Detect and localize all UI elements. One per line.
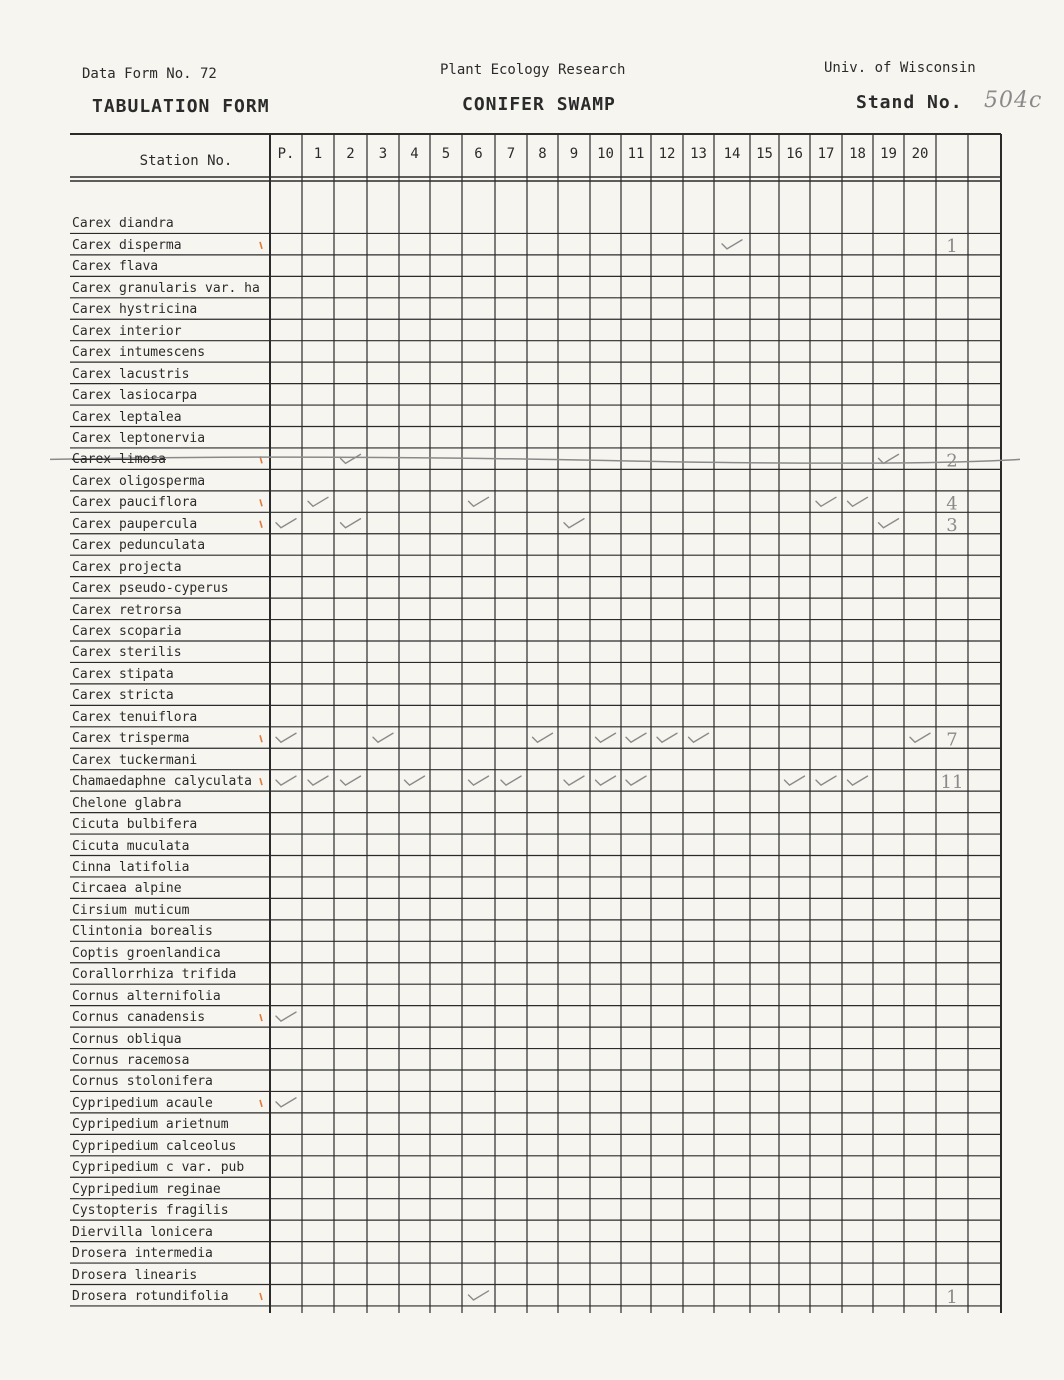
check-mark xyxy=(910,733,930,742)
species-name: Carex paupercula xyxy=(72,516,198,532)
species-name: Carex leptonervia xyxy=(72,430,206,446)
check-mark xyxy=(308,497,328,506)
species-name: Carex scoparia xyxy=(72,624,182,639)
species-name: Cystopteris fragilis xyxy=(72,1203,229,1219)
check-mark xyxy=(596,733,616,742)
species-name: Carex lasiocarpa xyxy=(72,388,198,404)
column-header: 2 xyxy=(346,146,355,162)
orange-tick-mark xyxy=(260,735,262,742)
species-name: Carex pseudo-cyperus xyxy=(72,581,229,597)
column-header: 4 xyxy=(410,146,419,162)
check-mark xyxy=(879,454,899,463)
species-name: Carex hystricina xyxy=(72,302,198,318)
species-name: Carex lacustris xyxy=(72,366,190,382)
species-name: Carex pauciflora xyxy=(72,495,198,511)
row-total: 3 xyxy=(946,514,958,536)
species-name: Cypripedium c var. pub xyxy=(72,1160,245,1176)
orange-tick-mark xyxy=(260,521,262,528)
species-name: Cinna latifolia xyxy=(72,859,190,875)
orange-tick-mark xyxy=(260,1014,262,1021)
column-header: 11 xyxy=(627,146,645,162)
orange-tick-mark xyxy=(260,242,262,249)
species-name: Drosera linearis xyxy=(72,1267,198,1283)
check-mark xyxy=(405,776,425,785)
check-mark xyxy=(689,733,709,742)
research-heading: Plant Ecology Research xyxy=(440,62,626,78)
species-name: Carex projecta xyxy=(72,559,182,575)
check-mark xyxy=(533,733,553,742)
column-header: 20 xyxy=(911,146,929,162)
check-mark xyxy=(816,776,836,785)
check-mark xyxy=(469,497,489,506)
university-heading: Univ. of Wisconsin xyxy=(824,60,976,76)
species-name: Cornus canadensis xyxy=(72,1010,206,1026)
orange-tick-mark xyxy=(260,1293,262,1300)
check-mark xyxy=(722,240,742,249)
column-header: 12 xyxy=(658,146,676,162)
check-mark xyxy=(626,733,646,742)
species-name: Cypripedium reginae xyxy=(72,1181,221,1197)
check-mark xyxy=(657,733,677,742)
species-name: Cypripedium arietnum xyxy=(72,1117,229,1133)
row-total: 11 xyxy=(940,772,964,794)
species-name: Cicuta bulbifera xyxy=(72,817,198,833)
species-name: Carex trisperma xyxy=(72,731,190,747)
column-header: 6 xyxy=(474,146,483,162)
check-mark xyxy=(879,519,899,528)
species-name: Cicuta muculata xyxy=(72,838,190,854)
column-header: 7 xyxy=(506,146,516,162)
species-name: Drosera rotundifolia xyxy=(72,1288,229,1304)
orange-tick-mark xyxy=(260,778,262,785)
species-name: Carex diandra xyxy=(72,216,174,232)
check-mark xyxy=(501,776,521,785)
column-header: 19 xyxy=(880,146,897,162)
check-mark xyxy=(276,776,296,785)
stand-number-value: 504c xyxy=(984,88,1043,113)
check-mark xyxy=(848,497,868,506)
species-name: Cornus alternifolia xyxy=(72,988,221,1004)
species-name: Coptis groenlandica xyxy=(72,945,221,961)
species-name: Circaea alpine xyxy=(72,881,182,897)
species-name: Clintonia borealis xyxy=(72,924,213,940)
check-mark xyxy=(596,776,616,785)
species-name: Carex flava xyxy=(72,259,159,275)
community-title: CONIFER SWAMP xyxy=(462,94,616,115)
check-mark xyxy=(341,454,361,463)
check-mark xyxy=(564,776,584,785)
row-total: 7 xyxy=(946,729,958,751)
column-header: 9 xyxy=(569,146,579,162)
species-name: Chamaedaphne calyculata xyxy=(72,774,253,790)
species-name: Carex granularis var. ha xyxy=(72,280,260,296)
column-header: 13 xyxy=(690,146,707,162)
check-mark xyxy=(469,776,489,785)
species-name: Carex tuckermani xyxy=(72,752,198,768)
orange-tick-mark xyxy=(260,1100,262,1107)
check-mark xyxy=(373,733,393,742)
species-name: Carex leptalea xyxy=(72,409,182,425)
species-name: Chelone glabra xyxy=(72,795,182,811)
species-name: Cornus stolonifera xyxy=(72,1074,213,1090)
species-name: Cornus racemosa xyxy=(72,1053,190,1068)
column-header: 17 xyxy=(817,146,835,162)
column-header: 5 xyxy=(441,146,451,162)
row-total: 1 xyxy=(946,235,958,257)
species-name: Carex stricta xyxy=(72,688,174,704)
species-name: Cypripedium acaule xyxy=(72,1095,213,1111)
row-total: 1 xyxy=(946,1286,958,1308)
species-name: Carex retrorsa xyxy=(72,602,182,618)
column-header: 3 xyxy=(378,146,388,162)
species-name: Corallorrhiza trifida xyxy=(72,967,237,983)
species-name: Carex sterilis xyxy=(72,645,182,661)
species-name: Cypripedium calceolus xyxy=(72,1138,237,1154)
column-header: 1 xyxy=(313,146,323,162)
stand-number-label: Stand No. xyxy=(856,92,963,113)
check-mark xyxy=(848,776,868,785)
check-mark xyxy=(341,776,361,785)
column-header: 10 xyxy=(597,146,614,162)
column-header: 14 xyxy=(723,146,741,162)
species-name: Cirsium muticum xyxy=(72,902,190,918)
row-total: 4 xyxy=(946,493,958,515)
column-header: 15 xyxy=(756,146,773,162)
check-mark xyxy=(785,776,805,785)
check-mark xyxy=(308,776,328,785)
species-name: Diervilla lonicera xyxy=(72,1224,213,1240)
check-mark xyxy=(276,1098,296,1107)
species-name: Carex pedunculata xyxy=(72,538,206,554)
check-mark xyxy=(276,519,296,528)
check-mark xyxy=(276,1012,296,1021)
row-total: 2 xyxy=(946,450,958,472)
strike-line xyxy=(50,457,1020,463)
column-header: 16 xyxy=(786,146,803,162)
check-mark xyxy=(276,733,296,742)
species-name: Carex oligosperma xyxy=(72,473,206,489)
form-title: TABULATION FORM xyxy=(92,96,270,117)
species-name: Cornus obliqua xyxy=(72,1031,182,1047)
species-name: Carex stipata xyxy=(72,666,174,682)
check-mark xyxy=(626,776,646,785)
check-mark xyxy=(564,519,584,528)
species-name: Carex tenuiflora xyxy=(72,709,198,725)
column-header: P. xyxy=(277,146,295,162)
check-mark xyxy=(341,519,361,528)
column-header: 18 xyxy=(849,146,866,162)
species-name: Carex limosa xyxy=(72,452,166,468)
check-mark xyxy=(816,497,836,506)
check-mark xyxy=(469,1291,489,1300)
species-name: Drosera intermedia xyxy=(72,1246,213,1262)
column-header: 8 xyxy=(538,146,547,162)
station-number-label: Station No. xyxy=(139,153,233,169)
orange-tick-mark xyxy=(260,499,262,506)
species-name: Carex intumescens xyxy=(72,345,206,361)
data-form-number: Data Form No. 72 xyxy=(82,66,217,82)
species-name: Carex interior xyxy=(72,323,182,339)
species-name: Carex disperma xyxy=(72,237,182,253)
